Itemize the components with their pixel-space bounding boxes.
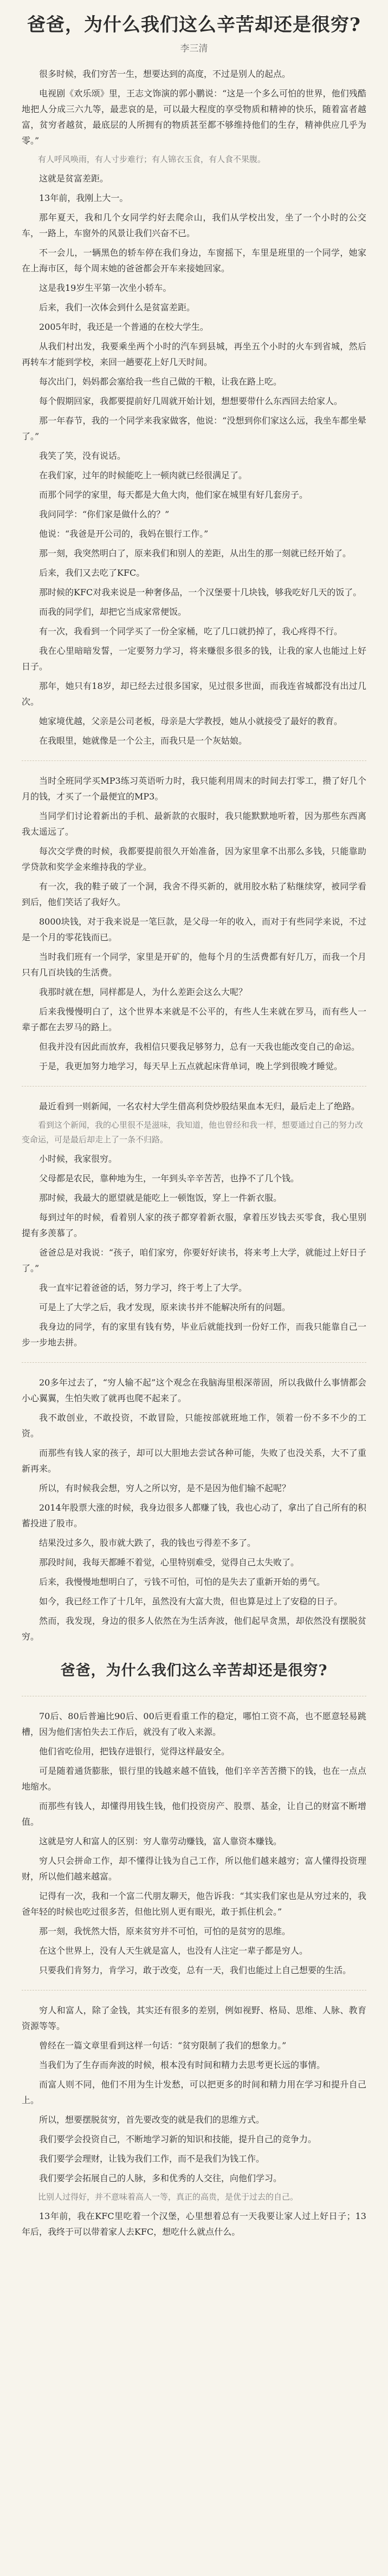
paragraph: 我们要学会理财，让钱为我们工作，而不是我们为钱工作。 (39, 2154, 265, 2164)
paragraph: 这就是穷人和富人的区别：穷人靠劳动赚钱，富人靠资本赚钱。 (39, 1836, 282, 1846)
section-5 (22, 1708, 366, 1978)
paragraph: 8000块钱，对于我来说是一笔巨款，是父母一年的收入，而对于有些同学来说，不过是一个月的零花钱而已。 (22, 916, 366, 942)
paragraph: 70后、80后普遍比90后、00后更看重工作的稳定，哪怕工资不高，也不愿意轻易跳槽，因为他们害怕失去工作后，就没有了收入来源。 (22, 1711, 366, 1737)
paragraph: 我那时就在想，同样都是人，为什么差距会这么大呢？ (39, 987, 248, 997)
paragraph: 他们省吃俭用，把钱存进银行，觉得这样最安全。 (39, 1746, 230, 1757)
paragraph: 那一刻，我突然明白了，原来我们和别人的差距，从出生的那一刻就已经开始了。 (39, 548, 352, 558)
paragraph: 当同学们讨论着新出的手机、最新款的衣服时，我只能默默地听着，因为那些东西离我太遥远了。 (22, 811, 366, 837)
paragraph: 我一直牢记着爸爸的话，努力学习，终于考上了大学。 (39, 1283, 248, 1293)
paragraph: 每个假期回家，我都要提前好几周就开始计划，想想要带什么东西回去给家人。 (39, 396, 343, 406)
paragraph: 那一年春节，我的一个同学来我家做客，他说：“没想到你们家这么远，我坐车都坐晕了。” (22, 415, 366, 441)
paragraph: 后来我慢慢明白了，这个世界本来就是不公平的，有些人生来就在罗马，而有些人一辈子都在去罗马的路上。 (22, 1006, 366, 1032)
section-1 (22, 66, 366, 749)
paragraph: 只要我们肯努力，肯学习，敢于改变，总有一天，我们也能过上自己想要的生活。 (39, 1965, 352, 1975)
paragraph: 在我们家，过年的时候能吃上一顿肉就已经很满足了。 (39, 470, 248, 480)
paragraph: 很多时候，我们穷苦一生，想要达到的高度，不过是别人的起点。 (39, 69, 291, 79)
paragraph: 记得有一次，我和一个富二代朋友聊天，他告诉我：“其实我们家也是从穷过来的，我爸年轻的时候也吃过很多苦，但他比别人更有眼光，敢于抓住机会。” (22, 1891, 366, 1917)
section-6 (22, 2002, 366, 2240)
paragraph: 不一会儿，一辆黑色的轿车停在我们身边，车窗摇下，车里是班里的一个同学，她家在上海市区，每个周末她的爸爸都会开车来接她回家。 (22, 248, 366, 274)
paragraph: 结果没过多久，股市就大跌了，我的钱也亏得差不多了。 (39, 1538, 256, 1548)
paragraph: 后来，我们又去吃了KFC。 (39, 568, 145, 578)
paragraph: 穷人和富人，除了金钱，其实还有很多的差别，例如视野、格局、思维、人脉、教育资源等等。 (22, 2005, 366, 2031)
pull-quote: 比别人过得好，并不意味着高人一等，真正的高贵，是优于过去的自己。 (38, 2192, 299, 2202)
paragraph: 而那个同学的家里，每天都是大鱼大肉，他们家在城里有好几套房子。 (39, 490, 308, 500)
paragraph: 那时候的KFC对我来说是一种奢侈品，一个汉堡要十几块钱，够我吃好几天的饭了。 (39, 587, 362, 597)
section-divider (22, 1086, 366, 1087)
pull-quote: 看到这个新闻，我的心里很不是滋味，我知道，他也曾经和我一样，想要通过自己的努力改变命运，可是最后却走上了一条不归路。 (22, 1120, 364, 1144)
emphasis-heading: 爸爸，为什么我们这么辛苦却还是很穷? (60, 1662, 328, 1679)
paragraph: 当我们为了生存而奔波的时候，根本没有时间和精力去思考更长远的事情。 (39, 2060, 326, 2070)
paragraph: 如今，我已经工作了十几年，虽然没有大富大贵，但也算是过上了安稳的日子。 (39, 1596, 343, 1606)
paragraph: 当时我们班有一个同学，家里是开矿的，他每个月的生活费都有好几万，而我一个月只有几百块钱的生活费。 (22, 952, 366, 978)
paragraph: 那年，她只有18岁，却已经去过很多国家，见过很多世面，而我连省城都没有出过几次。 (22, 681, 366, 707)
paragraph: 我们要学会拓展自己的人脉，多和优秀的人交往，向他们学习。 (39, 2173, 282, 2183)
paragraph: 每次出门，妈妈都会塞给我一些自己做的干粮，让我在路上吃。 (39, 376, 282, 387)
paragraph: 电视剧《欢乐颂》里，王志文饰演的郭小鹏说：“这是一个多么可怕的世界，他们残酷地把人分成三六九等，最悲哀的是，可以最大程度的享受物质和精神的快乐，随着富者越富，贫穷者越贫，最底层的人所拥有的物质甚至都不够维持他们的生存，精神供应几乎为零。” (22, 88, 366, 146)
paragraph: 可是随着通货膨胀，银行里的钱越来越不值钱，他们辛辛苦苦攒下的钱，也在一点点地缩水。 (22, 1766, 366, 1792)
paragraph: 然而，我发现，身边的很多人依然在为生活奔波，他们起早贪黑，却依然没有摆脱贫穷。 (22, 1616, 366, 1642)
paragraph: 而我的同学们，却把它当成家常便饭。 (39, 607, 187, 617)
paragraph: 我不敢创业，不敢投资，不敢冒险，只能按部就班地工作，领着一份不多不少的工资。 (22, 1413, 366, 1439)
paragraph: 后来，我们一次体会到什么是贫富差距。 (39, 302, 196, 313)
section-3 (22, 1098, 366, 1350)
paragraph: 而那些有钱人家的孩子，却可以大胆地去尝试各种可能，失败了也没关系，大不了重新再来。 (22, 1448, 366, 1474)
paragraph: 他说：“我爸是开公司的，我妈在银行工作。” (39, 529, 209, 539)
section-2 (22, 773, 366, 1074)
paragraph: 我在心里暗暗发誓，一定要努力学习，将来赚很多很多的钱，让我的家人也能过上好日子。 (22, 646, 366, 672)
paragraph: 在我眼里，她就像是一个公主，而我只是一个灰姑娘。 (39, 736, 248, 746)
paragraph: 小时候，我家很穷。 (39, 1154, 118, 1164)
paragraph: 每次交学费的时候，我都要提前很久开始准备，因为家里拿不出那么多钱，只能靠助学贷款和奖学金来维持我的学业。 (22, 846, 366, 872)
paragraph: 有一次，我看到一个同学买了一份全家桶，吃了几口就扔掉了，我心疼得不行。 (39, 626, 343, 636)
paragraph: 20多年过去了，“穷人输不起”这个观念在我脑海里根深蒂固，所以我做什么事情都会小心翼翼，生怕失败了就再也爬不起来了。 (22, 1377, 366, 1403)
section-divider (22, 760, 366, 761)
paragraph: 于是，我更加努力地学习，每天早上五点就起床背单词，晚上学到很晚才睡觉。 (39, 1061, 343, 1071)
article-author: 李三清 (180, 43, 208, 54)
paragraph: 这是我19岁生平第一次坐小轿车。 (39, 283, 172, 293)
paragraph: 可是上了大学之后，我才发现，原来读书并不能解决所有的问题。 (39, 1302, 291, 1312)
paragraph: 当时全班同学买MP3练习英语听力时，我只能利用周末的时间去打零工，攒了好几个月的钱，才买了一个最便宜的MP3。 (22, 776, 366, 802)
paragraph: 曾经在一篇文章里看到这样一句话：“贫穷限制了我们的想象力。” (39, 2040, 287, 2051)
paragraph: 那一刻，我恍然大悟，原来贫穷并不可怕，可怕的是贫穷的思维。 (39, 1926, 291, 1936)
paragraph: 我问同学：“你们家是做什么的？” (39, 509, 170, 519)
paragraph: 有一次，我的鞋子破了一个洞，我舍不得买新的，就用胶水粘了粘继续穿，被同学看到后，他们笑话了我好久。 (22, 881, 366, 907)
paragraph: 从我们村出发，我要乘坐两个小时的汽车到县城，再坐五个小时的火车到省城，然后再转车才能到学校，来回一趟要花上好几天时间。 (22, 341, 366, 367)
paragraph: 我们要学会投资自己，不断地学习新的知识和技能，提升自己的竞争力。 (39, 2134, 317, 2144)
paragraph: 所以，有时候我会想，穷人之所以穷，是不是因为他们输不起呢？ (39, 1483, 291, 1493)
paragraph: 父母都是农民，靠种地为生，一年到头辛辛苦苦，也挣不了几个钱。 (39, 1173, 300, 1183)
paragraph: 穷人只会拼命工作，却不懂得让钱为自己工作，所以他们越来越穷；富人懂得投资理财，所以他们越来越富。 (22, 1856, 366, 1882)
paragraph: 13年前，我在KFC里吃着一个汉堡，心里想着总有一天我要让家人过上好日子；13年后，我终于可以带着家人去KFC，想吃什么就点什么。 (22, 2211, 366, 2237)
paragraph: 每到过年的时候，看着别人家的孩子都穿着新衣服，拿着压岁钱去买零食，我心里别提有多羡慕了。 (22, 1212, 366, 1238)
section-4 (22, 1375, 366, 1644)
paragraph: 但我并没有因此而放弃，我相信只要我足够努力，总有一天我也能改变自己的命运。 (39, 1042, 360, 1052)
paragraph: 那年夏天，我和几个女同学约好去爬佘山，我们从学校出发，坐了一个小时的公交车，一路上，车窗外的风景让我们兴奋不已。 (22, 212, 366, 238)
paragraph: 2005年时，我还是一个普通的在校大学生。 (39, 322, 209, 332)
paragraph: 13年前，我刚上大一。 (39, 193, 128, 203)
paragraph: 2014年股票大涨的时候，我身边很多人都赚了钱，我也心动了，拿出了自己所有的积蓄投进了股市。 (22, 1502, 366, 1528)
paragraph: 那时候，我最大的愿望就是能吃上一顿饱饭，穿上一件新衣服。 (39, 1193, 282, 1203)
paragraph: 爸爸总是对我说：“孩子，咱们家穷，你要好好读书，将来考上大学，就能过上好日子了。” (22, 1247, 366, 1273)
paragraph: 后来，我慢慢地想明白了，亏钱不可怕，可怕的是失去了重新开始的勇气。 (39, 1577, 326, 1587)
paragraph: 她家境优越，父亲是公司老板，母亲是大学教授，她从小就接受了最好的教育。 (39, 716, 343, 726)
paragraph: 这就是贫富差距。 (39, 173, 109, 184)
pull-quote: 有人呼风唤雨，有人寸步难行；有人锦衣玉食，有人食不果腹。 (38, 154, 266, 164)
paragraph: 那段时间，我每天都睡不着觉，心里特别难受，觉得自己太失败了。 (39, 1557, 300, 1567)
paragraph: 我身边的同学，有的家里有钱有势，毕业后就能找到一份好工作，而我只能靠自己一步一步地去拼。 (22, 1322, 366, 1348)
paragraph: 而那些有钱人，却懂得用钱生钱，他们投资房产、股票、基金，让自己的财富不断增值。 (22, 1801, 366, 1827)
article-title: 爸爸，为什么我们这么辛苦却还是很穷? (27, 14, 361, 36)
paragraph: 所以，想要摆脱贫穷，首先要改变的就是我们的思维方式。 (39, 2115, 265, 2125)
section-divider (22, 1362, 366, 1363)
paragraph: 而富人则不同，他们不用为生计发愁，可以把更多的时间和精力用在学习和提升自己上。 (22, 2079, 366, 2105)
paragraph: 在这个世界上，没有人天生就是富人，也没有人注定一辈子都是穷人。 (39, 1946, 308, 1956)
paragraph: 我笑了笑，没有说话。 (39, 451, 126, 461)
paragraph: 最近看到一则新闻，一名农村大学生借高利贷炒股结果血本无归，最后走上了绝路。 (39, 1101, 360, 1111)
